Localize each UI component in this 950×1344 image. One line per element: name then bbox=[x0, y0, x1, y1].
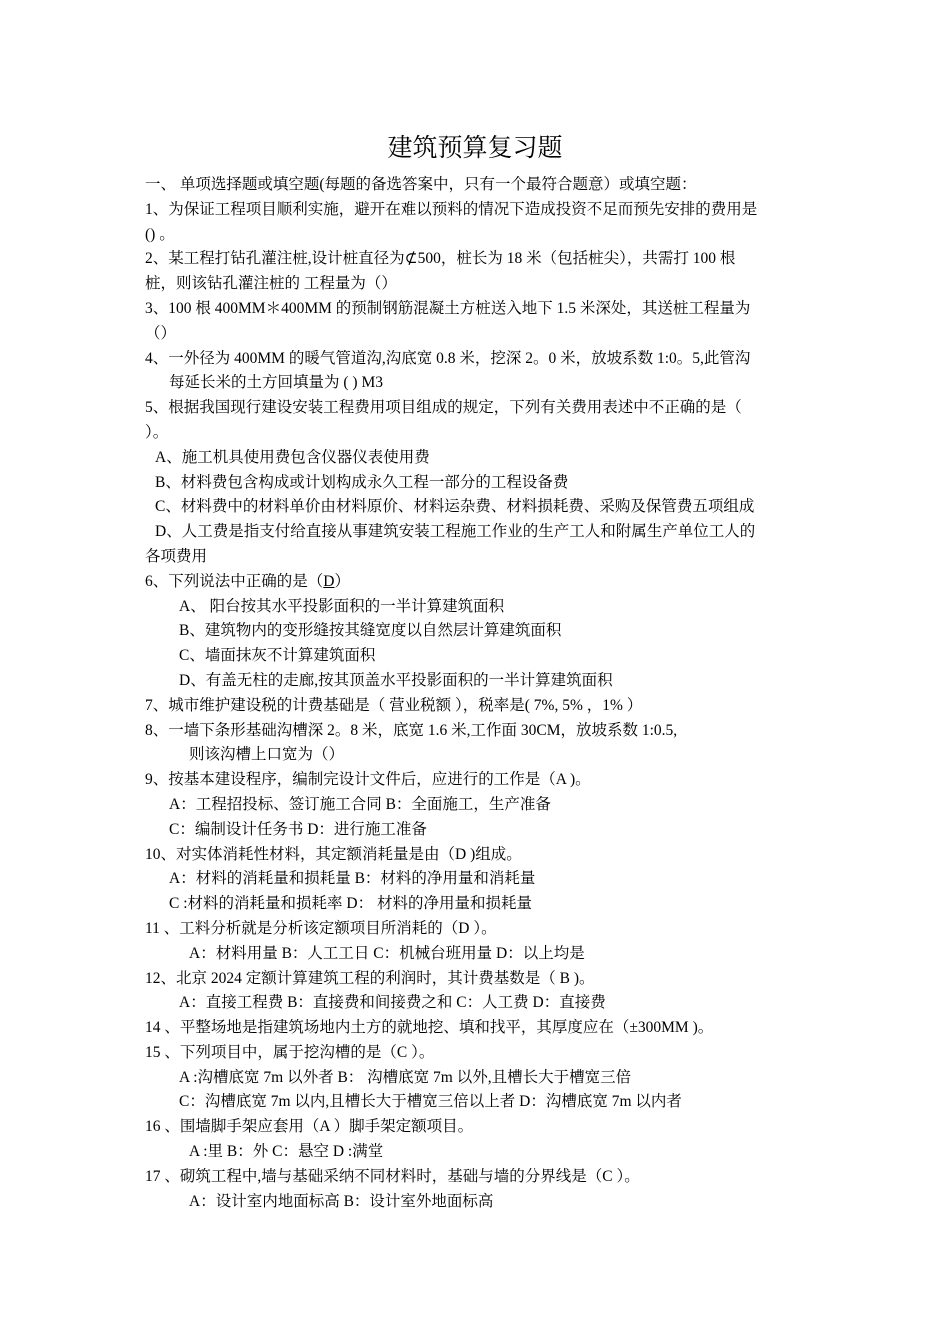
question-15-options-ab: A :沟槽底宽 7m 以外者 B： 沟槽底宽 7m 以外,且槽长大于槽宽三倍 bbox=[179, 1068, 632, 1086]
question-1-line-2: () 。 bbox=[145, 225, 175, 243]
question-12: 12、北京 2024 定额计算建筑工程的利润时，其计费基数是（ B )。 bbox=[145, 969, 595, 987]
question-9-options-cd: C：编制设计任务书 D：进行施工准备 bbox=[169, 820, 427, 838]
question-3-line-2: （） bbox=[145, 324, 177, 342]
question-5-line-1: 5、根据我国现行建设安装工程费用项目组成的规定，下列有关费用表述中不正确的是（ bbox=[145, 399, 742, 417]
question-11: 11 、工料分析就是分析该定额项目所消耗的（D ）。 bbox=[145, 919, 497, 937]
question-7: 7、城市维护建设税的计费基础是（ 营业税额 ），税率是( 7%, 5% ，1% ） bbox=[145, 696, 643, 714]
question-5-line-2: ）。 bbox=[145, 423, 169, 441]
question-list bbox=[145, 173, 810, 1214]
question-10: 10、对实体消耗性材料，其定额消耗量是由（D )组成。 bbox=[145, 845, 522, 863]
question-6-option-b: B、建筑物内的变形缝按其缝宽度以自然层计算建筑面积 bbox=[179, 622, 562, 640]
question-1-line-1: 1、为保证工程项目顺利实施，避开在难以预料的情况下造成投资不足而预先安排的费用是 bbox=[145, 200, 758, 218]
question-16: 16 、围墙脚手架应套用（A ）脚手架定额项目。 bbox=[145, 1118, 474, 1136]
question-6-option-d: D、有盖无柱的走廊,按其顶盖水平投影面积的一半计算建筑面积 bbox=[179, 671, 613, 689]
question-17: 17 、砌筑工程中,墙与基础采纳不同材料时，基础与墙的分界线是（C ）。 bbox=[145, 1167, 640, 1185]
question-3-line-1: 3、100 根 400MM＊400MM 的预制钢筋混凝土方桩送入地下 1.5 米深处，其送桩工程量为 bbox=[145, 299, 751, 317]
question-12-options: A：直接工程费 B：直接费和间接费之和 C：人工费 D：直接费 bbox=[179, 994, 606, 1012]
question-14: 14 、平整场地是指建筑场地内土方的就地挖、填和找平，其厚度应在（±300MM )。 bbox=[145, 1019, 714, 1037]
question-15-options-cd: C：沟槽底宽 7m 以内,且槽长大于槽宽三倍以上者 D：沟槽底宽 7m 以内者 bbox=[179, 1093, 682, 1111]
question-6-option-c: C、墙面抹灰不计算建筑面积 bbox=[179, 647, 376, 665]
question-2-line-1: 2、某工程打钻孔灌注桩,设计桩直径为⊄500，桩长为 18 米（包括桩尖），共需打 100 根 bbox=[145, 250, 736, 268]
question-11-options: A：材料用量 B：人工工日 C：机械台班用量 D：以上均是 bbox=[189, 944, 585, 962]
question-6-prefix: 6、下列说法中正确的是（ bbox=[145, 572, 324, 590]
section-header: 一、 单项选择题或填空题(每题的备选答案中，只有一个最符合题意）或填空题： bbox=[145, 176, 697, 193]
document-title: 建筑预算复习题 bbox=[387, 135, 563, 162]
question-8-line-2: 则该沟槽上口宽为（） bbox=[189, 746, 345, 764]
question-5-option-c: C、材料费中的材料单价由材料原价、材料运杂费、材料损耗费、采购及保管费五项组成 bbox=[155, 498, 755, 516]
question-9-options-ab: A：工程招投标、签订施工合同 B：全面施工，生产准备 bbox=[169, 795, 551, 813]
question-15: 15 、下列项目中，属于挖沟槽的是（C ）。 bbox=[145, 1043, 435, 1061]
question-10-options-ab: A：材料的消耗量和损耗量 B：材料的净用量和消耗量 bbox=[169, 870, 536, 888]
question-5-option-a: A、施工机具使用费包含仪器仪表使用费 bbox=[155, 448, 430, 466]
question-5-option-d-line-2: 各项费用 bbox=[145, 547, 208, 565]
question-6-option-a: A、 阳台按其水平投影面积的一半计算建筑面积 bbox=[179, 597, 505, 615]
question-17-options: A：设计室内地面标高 B：设计室外地面标高 bbox=[189, 1192, 494, 1210]
question-6 bbox=[145, 570, 810, 595]
question-4-line-2: 每延长米的土方回填量为 ( ) M3 bbox=[169, 374, 383, 392]
question-10-options-cd: C :材料的消耗量和损耗率 D： 材料的净用量和损耗量 bbox=[169, 895, 532, 913]
question-16-options: A :里 B：外 C：悬空 D :满堂 bbox=[189, 1143, 384, 1161]
question-4-line-1: 4、一外径为 400MM 的暖气管道沟,沟底宽 0.8 米，挖深 2。0 米，放坡系数 1:0。5,此管沟 bbox=[145, 349, 751, 367]
question-5-option-b: B、材料费包含构成或计划构成永久工程一部分的工程设备费 bbox=[155, 473, 569, 491]
question-6-suffix: ） bbox=[334, 572, 350, 590]
question-5-option-d-line-1: D、人工费是指支付给直接从事建筑安装工程施工作业的生产工人和附属生产单位工人的 bbox=[155, 523, 756, 541]
question-6-answer: D bbox=[323, 572, 335, 590]
question-2-line-2: 桩，则该钻孔灌注桩的 工程量为（） bbox=[145, 275, 397, 293]
question-9: 9、按基本建设程序，编制完设计文件后，应进行的工作是（A )。 bbox=[145, 771, 591, 789]
question-8-line-1: 8、一墙下条形基础沟槽深 2。8 米，底宽 1.6 米,工作面 30CM，放坡系数 1:0.5, bbox=[145, 721, 678, 739]
